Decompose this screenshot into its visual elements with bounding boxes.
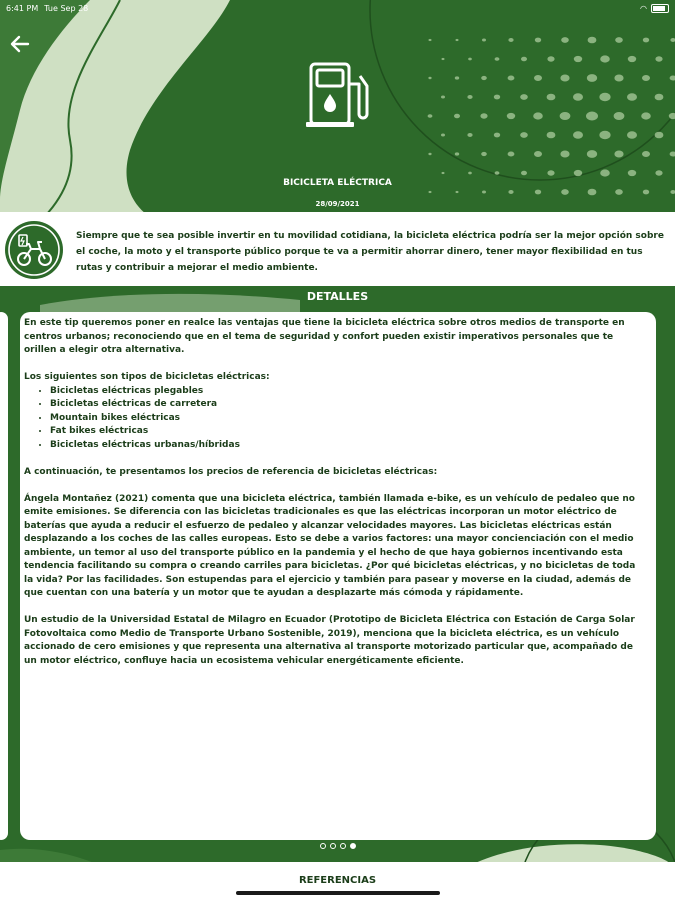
decor-dot bbox=[600, 169, 610, 176]
decor-dot bbox=[441, 96, 445, 99]
back-arrow-icon[interactable] bbox=[8, 32, 32, 56]
decor-dot bbox=[643, 38, 649, 43]
page-date: 28/09/2021 bbox=[315, 200, 360, 208]
decor-dot bbox=[615, 189, 623, 195]
decor-dot bbox=[547, 94, 556, 101]
list-item: • Fat bikes eléctricas bbox=[50, 425, 642, 439]
decor-dot bbox=[628, 56, 636, 62]
decor-dot bbox=[494, 133, 500, 138]
references-button[interactable]: REFERENCIAS bbox=[298, 875, 377, 886]
decor-dot bbox=[428, 153, 431, 155]
decor-dot bbox=[655, 170, 662, 175]
decor-dot bbox=[482, 39, 486, 42]
decor-dot bbox=[574, 170, 582, 176]
decor-dot bbox=[428, 77, 431, 79]
page-dot-active[interactable] bbox=[350, 843, 356, 849]
list-item: • Bicicletas eléctricas de carretera bbox=[50, 398, 642, 412]
decor-dot bbox=[456, 191, 459, 193]
decor-dot bbox=[628, 170, 636, 176]
spacer bbox=[24, 479, 642, 493]
page-dot[interactable] bbox=[320, 843, 326, 849]
details-title: DETALLES bbox=[306, 290, 369, 303]
page-title: BICICLETA ELÉCTRICA bbox=[283, 178, 392, 188]
decor-dot bbox=[456, 39, 459, 41]
types-list bbox=[24, 385, 642, 453]
spacer bbox=[24, 601, 642, 615]
electric-bike-icon bbox=[2, 218, 66, 282]
decor-dot bbox=[429, 191, 432, 193]
decor-dot bbox=[535, 190, 541, 195]
decor-dot bbox=[627, 131, 637, 139]
decor-dot bbox=[442, 172, 445, 174]
decor-dot bbox=[535, 38, 541, 43]
decor-dot bbox=[480, 113, 487, 118]
types-heading: Los siguientes son tipos de bicicletas eléctricas: bbox=[24, 372, 270, 382]
decor-dot bbox=[467, 133, 472, 137]
page-indicator[interactable] bbox=[0, 843, 675, 849]
decor-dot bbox=[441, 134, 445, 137]
decor-dot bbox=[428, 114, 433, 118]
status-right bbox=[640, 4, 669, 13]
decor-dot bbox=[614, 112, 625, 120]
status-time: 6:41 PM bbox=[6, 3, 39, 13]
details-paragraph-3: Ángela Montañez (2021) comenta que una bicicleta eléctrica, también llamada e-bike, es un vehículo de pedaleo que no emite emisiones. Se diferencia con las bicicletas tradicionales es que las eléctricas incorporan un motor eléctrico de baterías que ayuda a reducir el esfuerzo de pedaleo y alcanzar velocidades mayores. Las bicicletas eléctricas están desplazando a los coches de las calles europeas. Esto se debe a varios factores: una mayor concienciación con el medio ambiente, un temor al uso del transporte público en la pandemia y el hecho de que haya gobiernos incentivando esta tendencia facilitando su compra o creando carriles para bicicletas. ¿Por qué bicicletas eléctricas, y no bicicletas de toda la vida? Por las facilidades. Son estupendas para el ejercicio y también para pasear y moverse en la ciudad, además de que cuentan con una batería y un motor que te ayudan a desplazarte más cómoda y rápidamente. bbox=[24, 493, 636, 598]
decor-dot bbox=[521, 171, 527, 176]
decor-dot bbox=[547, 56, 554, 61]
decor-dot bbox=[588, 37, 597, 44]
decor-dot bbox=[534, 75, 542, 81]
decor-dot bbox=[627, 93, 637, 101]
fuel-pump-icon bbox=[302, 56, 380, 134]
decor-dot bbox=[643, 190, 649, 195]
list-item: • Bicicletas eléctricas plegables bbox=[50, 385, 642, 399]
decor-dot bbox=[494, 95, 500, 100]
intro-text: Siempre que te sea posible invertir en tu movilidad cotidiana, la bicicleta eléctrica podría ser la mejor opción sobre el coche, la moto y el transporte público porque te va a permitir ahorrar dinero, tener mayor flexibilidad en tus rutas y contribuir a mejorar el medio ambiente. bbox=[76, 231, 664, 273]
details-paragraph-2: A continuación, te presentamos los precios de referencia de bicicletas eléctricas: bbox=[24, 466, 438, 477]
decor-dot bbox=[641, 112, 651, 119]
decor-dot bbox=[587, 74, 597, 82]
decor-dot bbox=[520, 94, 528, 100]
decor-dot bbox=[481, 152, 487, 156]
decor-dot bbox=[614, 151, 623, 158]
decor-dot bbox=[655, 94, 664, 101]
decor-dot bbox=[599, 93, 610, 101]
decor-dot bbox=[587, 150, 597, 158]
decor-dot bbox=[560, 75, 569, 82]
decor-dot bbox=[642, 75, 650, 81]
decor-dot bbox=[588, 189, 597, 196]
details-card[interactable] bbox=[20, 312, 656, 840]
decor-dot bbox=[573, 131, 583, 139]
decor-dot bbox=[547, 132, 556, 139]
decor-dot bbox=[615, 37, 623, 43]
decor-dot bbox=[547, 170, 554, 175]
decor-dot bbox=[614, 75, 623, 82]
previous-card-peek[interactable] bbox=[0, 312, 8, 840]
decor-dot bbox=[467, 95, 472, 99]
spacer bbox=[24, 358, 642, 372]
list-item: • Bicicletas eléctricas urbanas/híbridas bbox=[50, 439, 642, 453]
decor-dot bbox=[481, 76, 487, 80]
decor-dot bbox=[455, 152, 459, 155]
decor-dot bbox=[508, 38, 513, 42]
list-item: • Mountain bikes eléctricas bbox=[50, 412, 642, 426]
home-indicator[interactable] bbox=[236, 891, 440, 895]
decor-dot bbox=[455, 76, 459, 79]
decor-dot bbox=[560, 151, 569, 158]
decor-dot bbox=[508, 190, 513, 194]
decor-dot bbox=[600, 55, 610, 62]
status-bar bbox=[0, 0, 675, 16]
decor-dot bbox=[520, 132, 528, 138]
details-paragraph-4: Un estudio de la Universidad Estatal de Milagro en Ecuador (Prototipo de Bicicleta Eléctrica con Estación de Carga Solar Fotovoltaica como Medio de Transporte Urbano Sostenible, 2019), menciona que la bicicleta eléctrica, es un vehículo accionado de cero emisiones y que representa una alternativa al transporte motorizado particular que, acompañado de un motor eléctrico, confluye hacia un ecosistema vehicular energéticamente eficiente. bbox=[24, 615, 635, 666]
decor-dot bbox=[429, 39, 432, 41]
decor-dot bbox=[561, 37, 569, 43]
decor-dot bbox=[468, 172, 472, 175]
decor-dot bbox=[495, 171, 500, 175]
decor-dot bbox=[521, 57, 527, 62]
decor-dot bbox=[574, 56, 582, 62]
decor-dot bbox=[534, 151, 542, 157]
decor-dot bbox=[561, 189, 569, 195]
spacer bbox=[24, 452, 642, 466]
decor-dot bbox=[495, 57, 500, 61]
battery-icon bbox=[651, 4, 669, 13]
decor-dot bbox=[573, 93, 583, 101]
decor-dot bbox=[599, 131, 610, 139]
decor-dot bbox=[454, 114, 460, 119]
decor-dot bbox=[586, 112, 598, 121]
page-dot[interactable] bbox=[330, 843, 336, 849]
decor-dot bbox=[468, 58, 472, 61]
decor-dot bbox=[655, 132, 664, 139]
status-date: Tue Sep 28 bbox=[44, 3, 89, 13]
decor-dot bbox=[655, 56, 662, 61]
decor-dot bbox=[508, 151, 515, 156]
decor-dot bbox=[442, 58, 445, 60]
wifi-icon: ◠ bbox=[640, 3, 647, 13]
details-paragraph-1: En este tip queremos poner en realce las ventajas que tiene la bicicleta eléctrica sobre otros medios de transporte en centros urbanos; reconociendo que en el tema de seguridad y confort pueden existir imperativos personales que te orillen a elegir otra alternativa. bbox=[24, 318, 625, 355]
page-dot[interactable] bbox=[340, 843, 346, 849]
decor-dot bbox=[507, 113, 515, 119]
decor-dot bbox=[642, 151, 650, 157]
decor-dot bbox=[508, 75, 515, 80]
decor-dot bbox=[533, 112, 543, 119]
decor-dot bbox=[482, 191, 486, 194]
decor-dot bbox=[560, 112, 571, 120]
